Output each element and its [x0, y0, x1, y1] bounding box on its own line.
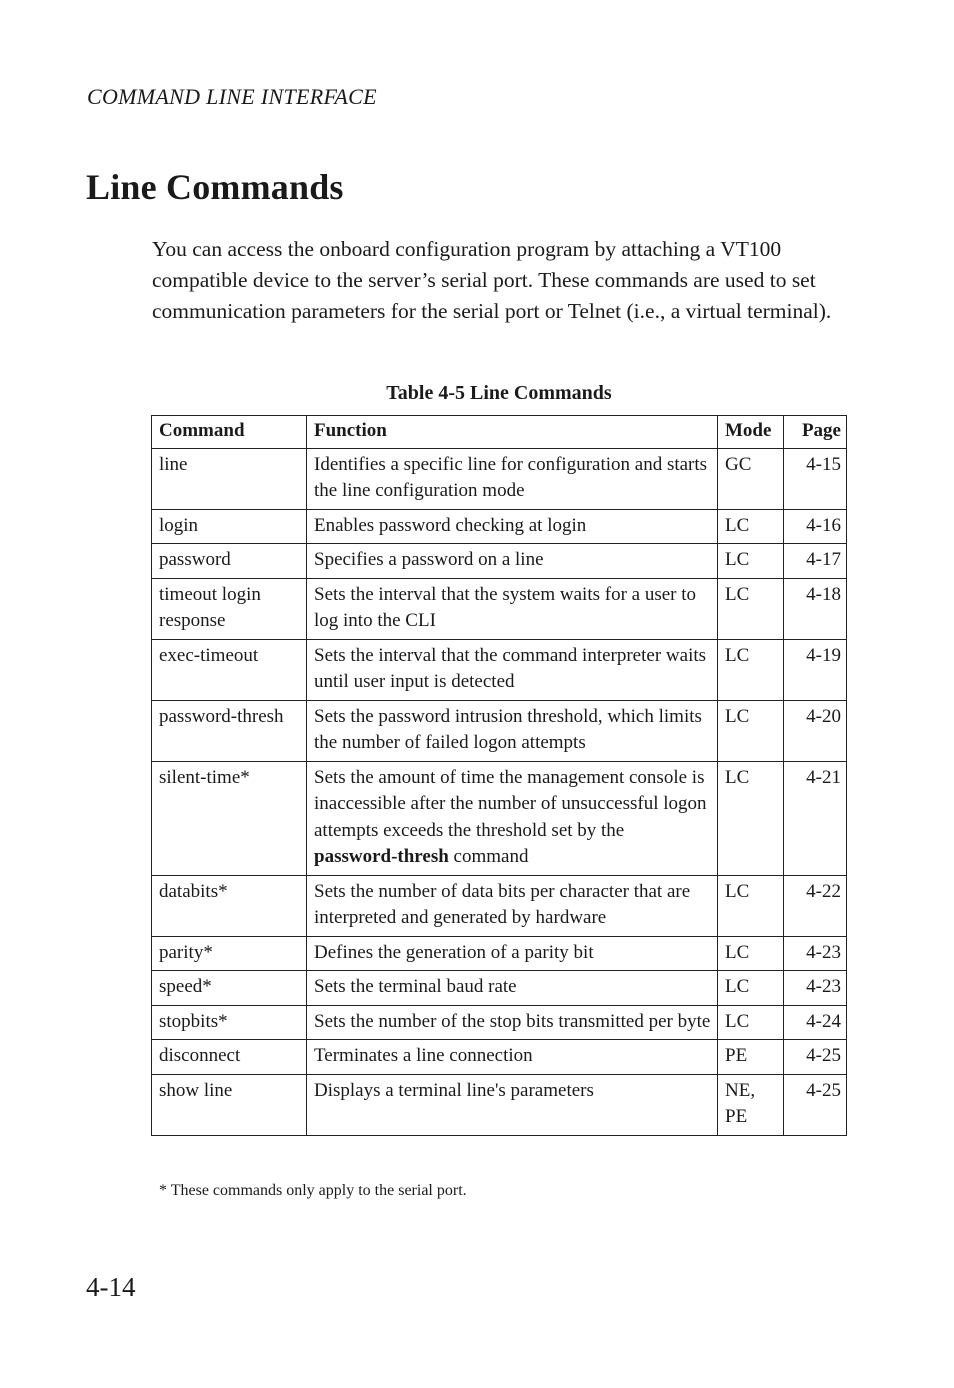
running-head-word: INE — [218, 84, 256, 109]
function-cell: Sets the number of data bits per character that are interpreted and generated by hardware — [307, 875, 718, 936]
page-number: 4-14 — [86, 1272, 136, 1302]
function-cell: Sets the number of the stop bits transmitted per byte — [307, 1005, 718, 1040]
table-row — [152, 1040, 847, 1075]
function-cell: Defines the generation of a parity bit — [307, 936, 718, 971]
command-cell: exec-timeout — [152, 639, 307, 700]
mode-cell: LC — [718, 1005, 784, 1040]
function-cell — [307, 761, 718, 875]
page-cell: 4-17 — [784, 544, 847, 579]
page-cell: 4-24 — [784, 1005, 847, 1040]
mode-cell: NE, PE — [718, 1074, 784, 1135]
intro-paragraph: You can access the onboard configuration program by attaching a VT100 compatible device to the server’s serial port. These commands are used to set communication parameters for the serial port or Telnet (i.e., a virtual terminal). — [152, 237, 832, 323]
table-caption: Table 4-5 Line Commands — [386, 382, 612, 404]
command-cell: login — [152, 509, 307, 544]
function-cell: Specifies a password on a line — [307, 544, 718, 579]
page-cell: 4-25 — [784, 1074, 847, 1135]
table-row — [152, 578, 847, 639]
mode-cell: LC — [718, 578, 784, 639]
column-header-page: Page — [784, 416, 847, 449]
command-cell: show line — [152, 1074, 307, 1135]
page-cell: 4-16 — [784, 509, 847, 544]
command-cell: disconnect — [152, 1040, 307, 1075]
command-cell: timeout login response — [152, 578, 307, 639]
mode-cell: GC — [718, 448, 784, 509]
page-cell: 4-21 — [784, 761, 847, 875]
table-row — [152, 761, 847, 875]
page-cell: 4-22 — [784, 875, 847, 936]
mode-cell: LC — [718, 875, 784, 936]
table-row — [152, 971, 847, 1006]
function-cell: Displays a terminal line's parameters — [307, 1074, 718, 1135]
page-cell: 4-23 — [784, 936, 847, 971]
page-cell: 4-25 — [784, 1040, 847, 1075]
mode-cell: LC — [718, 761, 784, 875]
function-cell: Identifies a specific line for configuration and starts the line configuration mode — [307, 448, 718, 509]
table-row — [152, 448, 847, 509]
function-cell: Terminates a line connection — [307, 1040, 718, 1075]
command-reference: password-thresh — [314, 846, 449, 867]
running-head-word: NTERFACE — [268, 84, 377, 109]
mode-cell: LC — [718, 544, 784, 579]
column-header-mode: Mode — [718, 416, 784, 449]
command-cell: stopbits* — [152, 1005, 307, 1040]
table-row — [152, 1005, 847, 1040]
page-cell: 4-19 — [784, 639, 847, 700]
command-cell: password — [152, 544, 307, 579]
function-cell: Sets the interval that the system waits for a user to log into the CLI — [307, 578, 718, 639]
running-head — [87, 84, 377, 110]
running-head-word: OMMAND — [101, 84, 201, 109]
table-row — [152, 1074, 847, 1135]
table-row — [152, 544, 847, 579]
page-cell: 4-15 — [784, 448, 847, 509]
column-header-function: Function — [307, 416, 718, 449]
running-head-initial: I — [260, 84, 269, 109]
table-footnote: * These commands only apply to the serial port. — [159, 1182, 467, 1199]
page-title: Line Commands — [86, 167, 344, 207]
command-cell: speed* — [152, 971, 307, 1006]
command-cell: password-thresh — [152, 700, 307, 761]
command-cell: silent-time* — [152, 761, 307, 875]
table-row — [152, 700, 847, 761]
column-header-command: Command — [152, 416, 307, 449]
mode-cell: LC — [718, 509, 784, 544]
page-cell: 4-20 — [784, 700, 847, 761]
function-cell: Enables password checking at login — [307, 509, 718, 544]
command-cell: parity* — [152, 936, 307, 971]
table-row — [152, 875, 847, 936]
page-cell: 4-18 — [784, 578, 847, 639]
table-row — [152, 639, 847, 700]
command-cell: databits* — [152, 875, 307, 936]
function-cell: Sets the interval that the command interpreter waits until user input is detected — [307, 639, 718, 700]
running-head-initial: L — [206, 84, 219, 109]
mode-cell: LC — [718, 639, 784, 700]
table-row — [152, 936, 847, 971]
page-cell: 4-23 — [784, 971, 847, 1006]
function-text: Sets the amount of time the management console is inaccessible after the number of unsuccessful logon attempts exceeds the threshold set by the — [314, 766, 707, 841]
running-head-initial: C — [87, 84, 102, 109]
line-commands-table — [151, 415, 847, 1136]
mode-cell: LC — [718, 936, 784, 971]
command-cell: line — [152, 448, 307, 509]
table-row — [152, 509, 847, 544]
mode-cell: PE — [718, 1040, 784, 1075]
function-cell: Sets the password intrusion threshold, which limits the number of failed logon attempts — [307, 700, 718, 761]
table-header-row — [152, 416, 847, 449]
mode-cell: LC — [718, 700, 784, 761]
function-text: command — [448, 846, 529, 867]
function-cell: Sets the terminal baud rate — [307, 971, 718, 1006]
mode-cell: LC — [718, 971, 784, 1006]
